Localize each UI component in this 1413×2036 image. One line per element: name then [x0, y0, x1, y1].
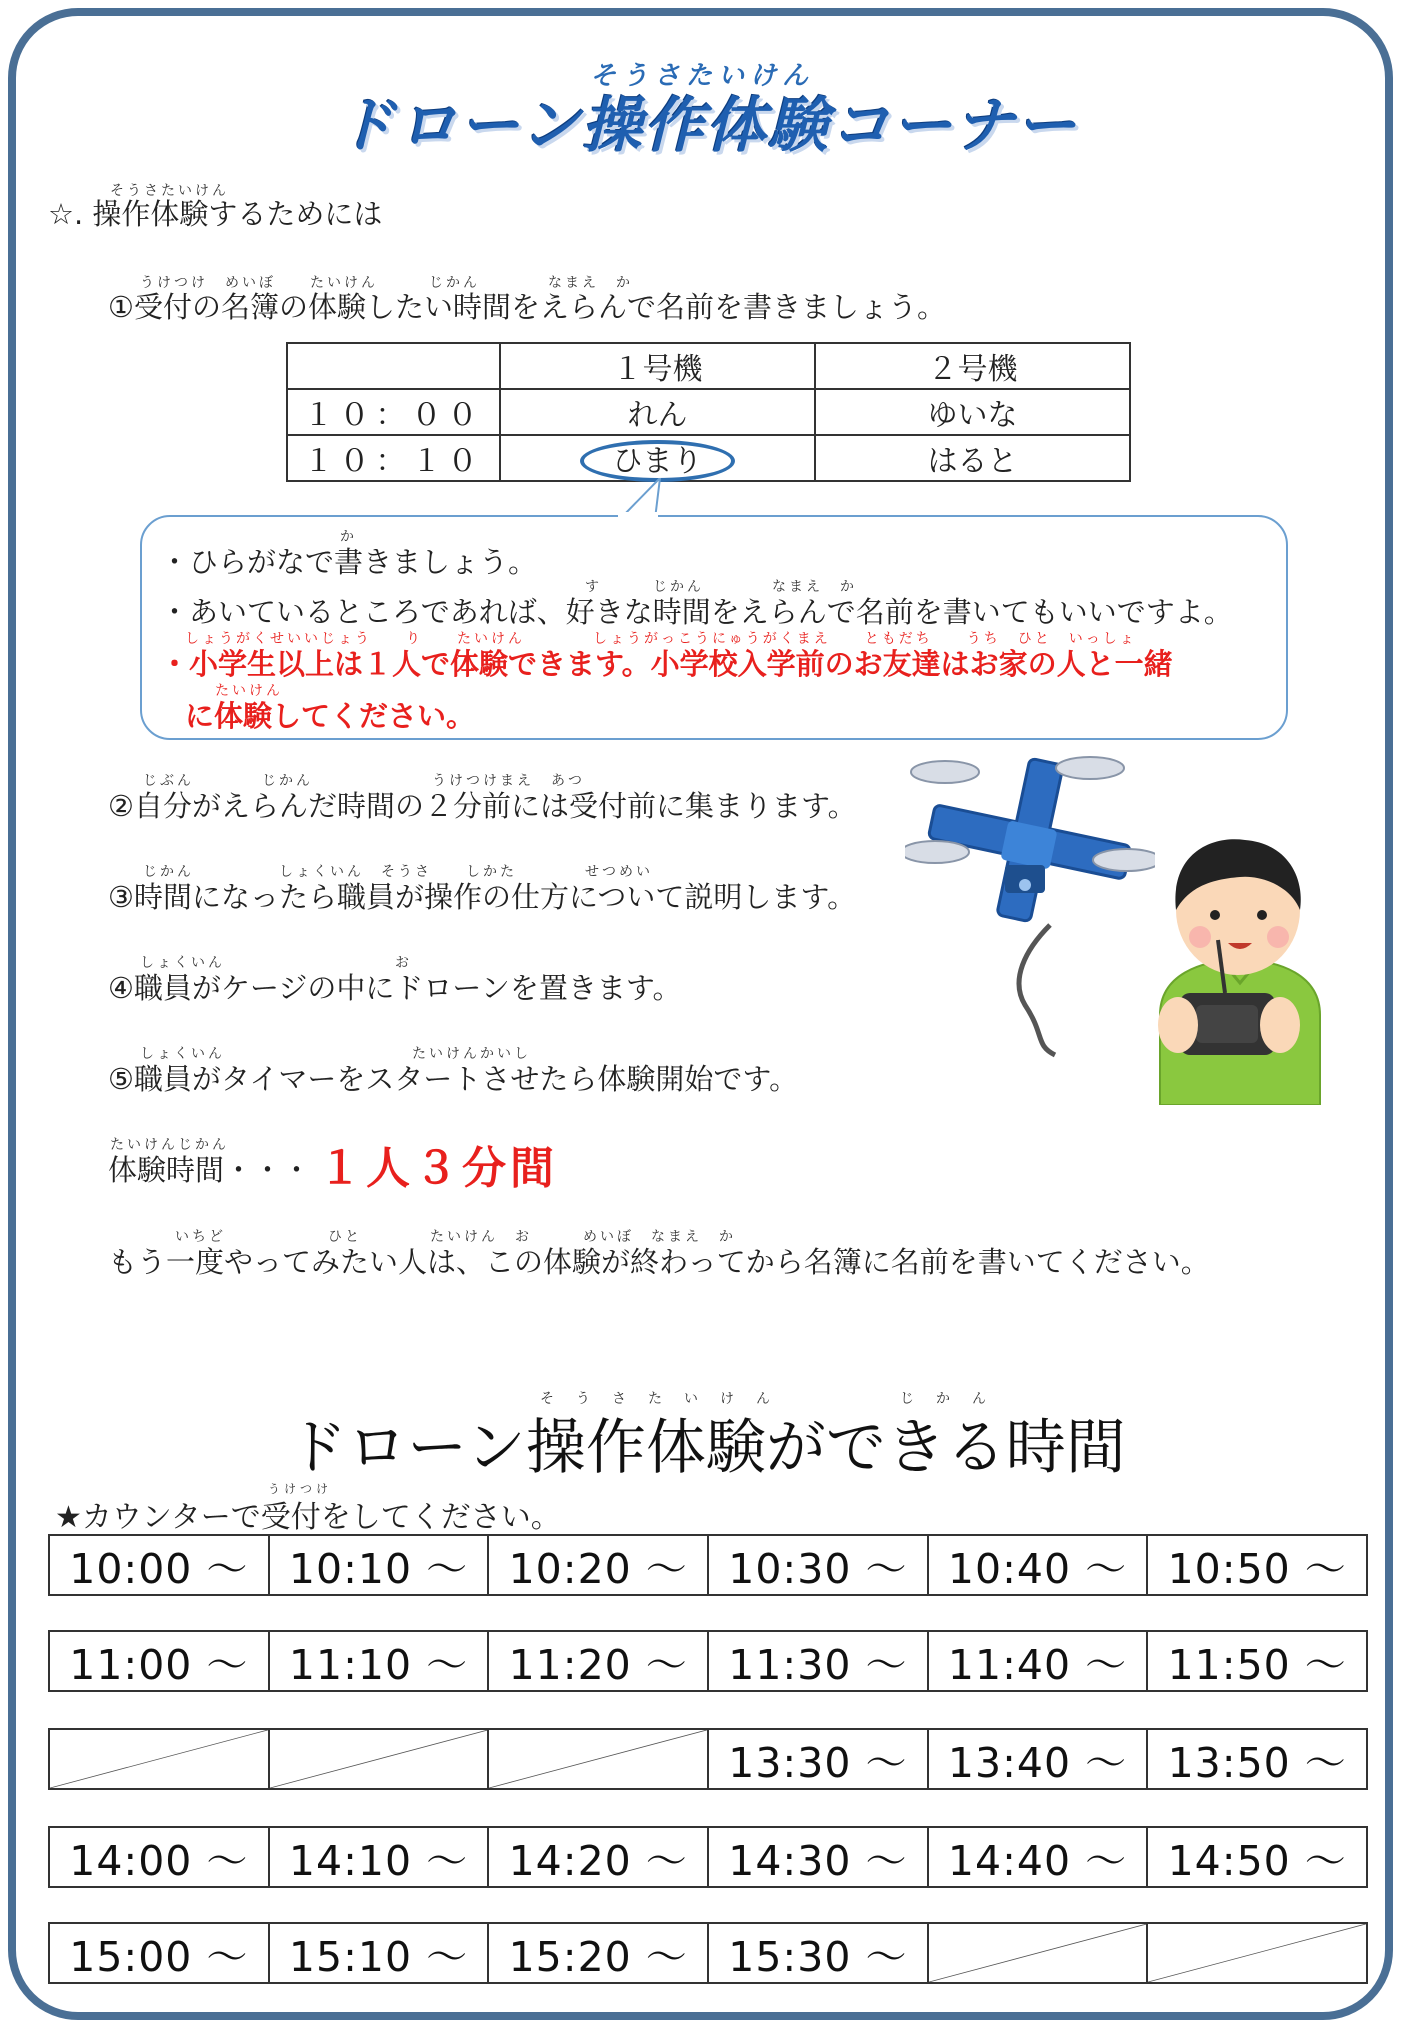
table-cell: れん: [500, 389, 815, 435]
time-slot: 11:40 ～: [929, 1632, 1149, 1690]
schedule-row: [48, 1826, 1368, 1888]
child-with-controller-icon: [1140, 815, 1340, 1105]
unavailable-slot: [270, 1730, 490, 1788]
step4-text: ④職員がケージの中にドローンを置きます。: [108, 971, 682, 1005]
time-slot: 14:00 ～: [50, 1828, 270, 1886]
note-line-4: に体験してください。: [185, 699, 476, 733]
note2-ruby: す じかん なまえ か: [585, 579, 857, 595]
highlight-oval: [580, 440, 735, 482]
time-slot: 10:50 ～: [1167, 1544, 1347, 1593]
table-cell: ２号機: [815, 343, 1130, 389]
unavailable-slot: [50, 1730, 270, 1788]
time-slot: 10:10 ～: [270, 1536, 490, 1594]
step1-text: ①受付の名簿の体験したい時間をえらんで名前を書きましょう。: [108, 290, 946, 324]
schedule-row: [48, 1534, 1368, 1596]
table-cell: [287, 343, 500, 389]
time-slot: 14:20 ～: [489, 1828, 709, 1886]
table-cell: １０：００: [287, 389, 500, 435]
unavailable-slot: [489, 1730, 709, 1788]
time-slot: 13:40 ～: [929, 1730, 1149, 1788]
intro-heading: ☆. 操作体験するためには: [48, 197, 383, 231]
note-line-3: ・小学生以上は１人で体験できます。小学校入学前のお友達はお家の人と一緒: [160, 647, 1173, 681]
time-slot: 10:40 ～: [929, 1536, 1149, 1594]
note3-ruby: しょうがくせいいじょう り たいけん しょうがっこうにゅうがくまえ ともだち うち ひと いっしょ: [185, 631, 1137, 647]
time-slot: 15:10 ～: [270, 1924, 490, 1982]
time-slot: 14:10 ～: [270, 1828, 490, 1886]
note-line-2: ・あいているところであれば、好きな時間をえらんで名前を書いてもいいですよ。: [160, 595, 1233, 629]
time-slot: 13:30 ～: [709, 1730, 929, 1788]
counter-ruby: うけつけ: [268, 1482, 333, 1496]
drone-icon: [905, 750, 1155, 1060]
note1-ruby: か: [340, 529, 357, 545]
time-slot: 13:50 ～: [1167, 1738, 1347, 1787]
note4-ruby: たいけん: [215, 683, 283, 699]
time-slot: 10:00 ～: [50, 1536, 270, 1594]
step1-ruby: うけつけ めいぼ たいけん じかん なまえ か: [140, 275, 633, 291]
again-ruby: いちど ひと たいけん お めいぼ なまえ か: [175, 1229, 736, 1245]
schedule-row: [48, 1728, 1368, 1790]
step5-text: ⑤職員がタイマーをスタートさせたら体験開始です。: [108, 1062, 799, 1096]
time-slot: 15:30 ～: [709, 1924, 929, 1982]
time-slot: 14:50 ～: [1167, 1836, 1347, 1885]
step3-ruby: じかん しょくいん そうさ しかた せつめい: [143, 864, 653, 880]
table-row: [287, 389, 1130, 435]
table-header-row: [287, 343, 1130, 389]
time-slot: 14:30 ～: [709, 1828, 929, 1886]
schedule-title-ruby: そうさたいけん じかん: [540, 1391, 1008, 1407]
table-cell: はると: [815, 435, 1130, 481]
time-slot: 10:20 ～: [489, 1536, 709, 1594]
duration-label: 体験時間・・・: [108, 1153, 312, 1187]
unavailable-slot: [1148, 1924, 1366, 1982]
duration-ruby: たいけんじかん: [110, 1137, 229, 1153]
table-cell: ゆいな: [815, 389, 1130, 435]
step5-ruby: しょくいん たいけんかいし: [140, 1046, 531, 1062]
step2-text: ②自分がえらんだ時間の２分前には受付前に集まります。: [108, 789, 857, 823]
step4-ruby: しょくいん お: [140, 955, 412, 971]
intro-ruby: そうさたいけん: [110, 183, 229, 199]
time-slot: 11:20 ～: [489, 1632, 709, 1690]
page-title: ドローン操作体験コーナー: [335, 91, 1078, 161]
note-line-1: ・ひらがなで書きましょう。: [160, 545, 538, 579]
duration-value: １人３分間: [318, 1143, 558, 1194]
step3-text: ③時間になったら職員が操作の仕方について説明します。: [108, 880, 857, 914]
time-slot: 14:40 ～: [929, 1828, 1149, 1886]
table-cell: ひまり: [500, 435, 815, 481]
schedule-row: [48, 1922, 1368, 1984]
unavailable-slot: [929, 1924, 1149, 1982]
time-slot: 11:10 ～: [270, 1632, 490, 1690]
time-slot: 15:20 ～: [489, 1924, 709, 1982]
time-slot: 11:00 ～: [50, 1632, 270, 1690]
time-slot: 10:30 ～: [709, 1536, 929, 1594]
counter-notice: ★カウンターで受付をしてください。: [55, 1500, 561, 1535]
schedule-title: ドローン操作体験ができる時間: [287, 1413, 1126, 1483]
time-slot: 15:00 ～: [50, 1924, 270, 1982]
schedule-row: [48, 1630, 1368, 1692]
bubble-pointer-cover: [560, 510, 700, 522]
time-slot: 11:30 ～: [709, 1632, 929, 1690]
table-cell: １０：１０: [287, 435, 500, 481]
table-cell: １号機: [500, 343, 815, 389]
title-ruby: そうさたいけん: [590, 61, 815, 91]
step2-ruby: じぶん じかん うけつけまえ あつ: [143, 773, 585, 789]
time-slot: 11:50 ～: [1167, 1640, 1347, 1689]
again-text: もう一度やってみたい人は、この体験が終わってから名簿に名前を書いてください。: [108, 1245, 1210, 1279]
